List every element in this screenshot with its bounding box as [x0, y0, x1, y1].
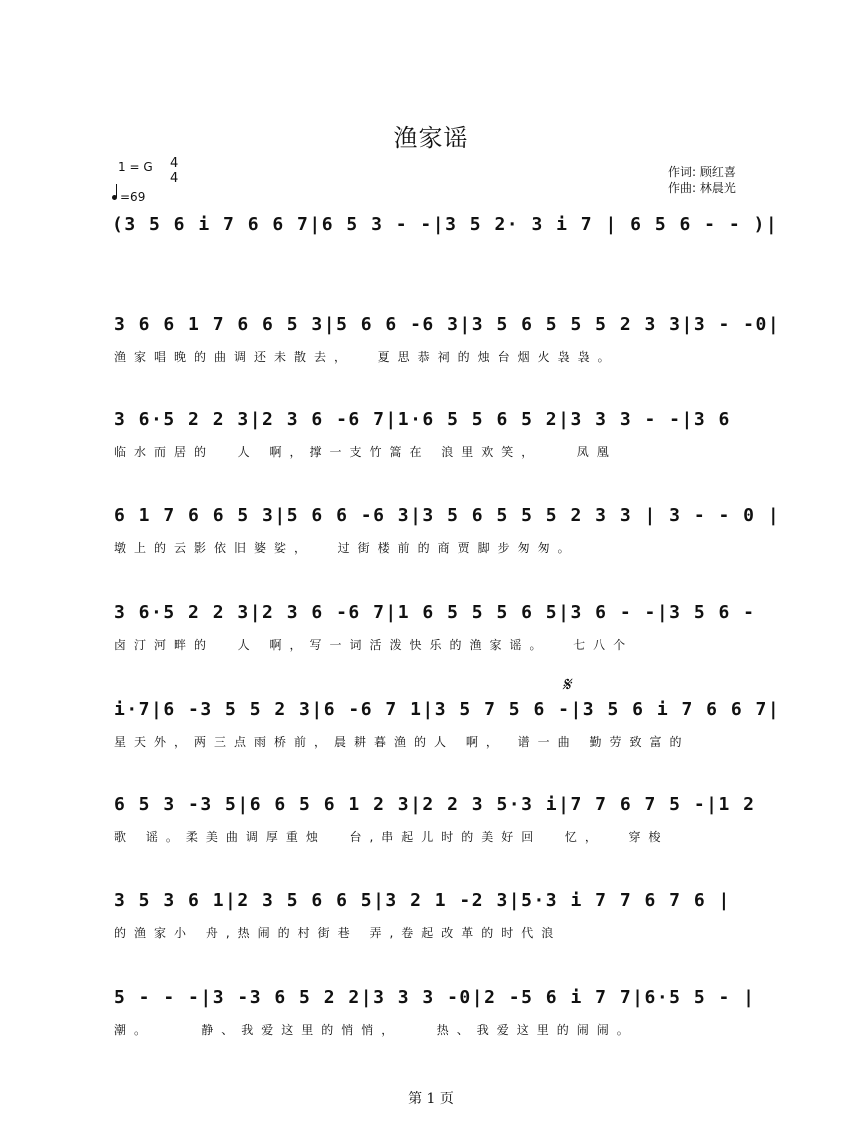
credits: [668, 164, 736, 196]
segno-icon: 𝄋: [562, 672, 571, 696]
notes: 3 5 3 6 1|2 3 5 6 6 5|3 2 1 -2 3|5·3 i 7 7 6 7 6 |: [114, 890, 731, 911]
score-line: [114, 792, 764, 845]
score-line: [114, 312, 781, 365]
lyrics: 临水而居的 人 啊，撑一支竹篙在 浪里欢笑， 凤凰: [114, 445, 617, 459]
tempo-value: =69: [120, 190, 146, 204]
notes: i·7|6 -3 5 5 2 3|6 -6 7 1|3 5 7 5 6 -|3 5 6 i 7 6 6 7|: [114, 699, 781, 720]
time-denominator: 4: [170, 171, 179, 186]
time-numerator: 4: [170, 156, 179, 171]
time-signature: [170, 156, 178, 186]
quarter-note-icon: [112, 195, 117, 200]
lyrics: 卤汀河畔的 人 啊，写一词活泼快乐的渔家谣。 七八个: [114, 638, 634, 652]
notes: 6 1 7 6 6 5 3|5 6 6 -6 3|3 5 6 5 5 5 2 3 3 | 3 - - 0 |: [114, 505, 781, 526]
key-signature: 1 = G: [118, 160, 153, 174]
score-line: [114, 407, 764, 460]
tempo-marking: [112, 190, 145, 204]
score-line: [114, 888, 764, 941]
notes: 5 - - -|3 -3 6 5 2 2|3 3 3 -0|2 -5 6 i 7 7|6·5 5 - |: [114, 987, 756, 1008]
score-line: [114, 697, 781, 750]
notes: 6 5 3 -3 5|6 6 5 6 1 2 3|2 2 3 5·3 i|7 7 6 7 5 -|1 2: [114, 794, 756, 815]
lyrics: 星天外，两三点雨桥前，晨耕暮渔的人 啊， 谱一曲 勤劳致富的: [114, 735, 690, 749]
lyrics: 歌 谣。柔美曲调厚重烛 台,串起儿时的美好回 忆， 穿梭: [114, 830, 669, 844]
lyrics: 墩上的云影依旧婆娑， 过街楼前的商贾脚步匆匆。: [114, 541, 578, 555]
score-line: [114, 600, 764, 653]
notes: 3 6 6 1 7 6 6 5 3|5 6 6 -6 3|3 5 6 5 5 5 2 3 3|3 - -0|: [114, 314, 781, 335]
lyrics: 潮。 静、我爱这里的悄悄， 热、我爱这里的闹闹。: [114, 1023, 637, 1037]
notes: 3 6·5 2 2 3|2 3 6 -6 7|1 6 5 5 5 6 5|3 6 - -|3 5 6 -: [114, 602, 756, 623]
lyricist: 作词: 顾红喜: [668, 165, 736, 179]
notes: 3 6·5 2 2 3|2 3 6 -6 7|1·6 5 5 6 5 2|3 3 3 - -|3 6: [114, 409, 731, 430]
score-line: [114, 503, 781, 556]
composer: 作曲: 林晨光: [668, 181, 736, 195]
page-title: 渔家谣: [393, 124, 469, 152]
lyrics: 渔家唱晚的曲调还未散去， 夏思恭祠的烛台烟火袅袅。: [114, 350, 618, 364]
page-number: 第 1 页: [408, 1091, 454, 1107]
score-line: [114, 985, 764, 1038]
prelude-notation: (3 5 6 i 7 6 6 7|6 5 3 - -|3 5 2· 3 i 7 | 6 5 6 - - )|: [112, 214, 779, 235]
lyrics: 的渔家小 舟,热闹的村街巷 弄,卷起改革的时代浪: [114, 926, 562, 940]
